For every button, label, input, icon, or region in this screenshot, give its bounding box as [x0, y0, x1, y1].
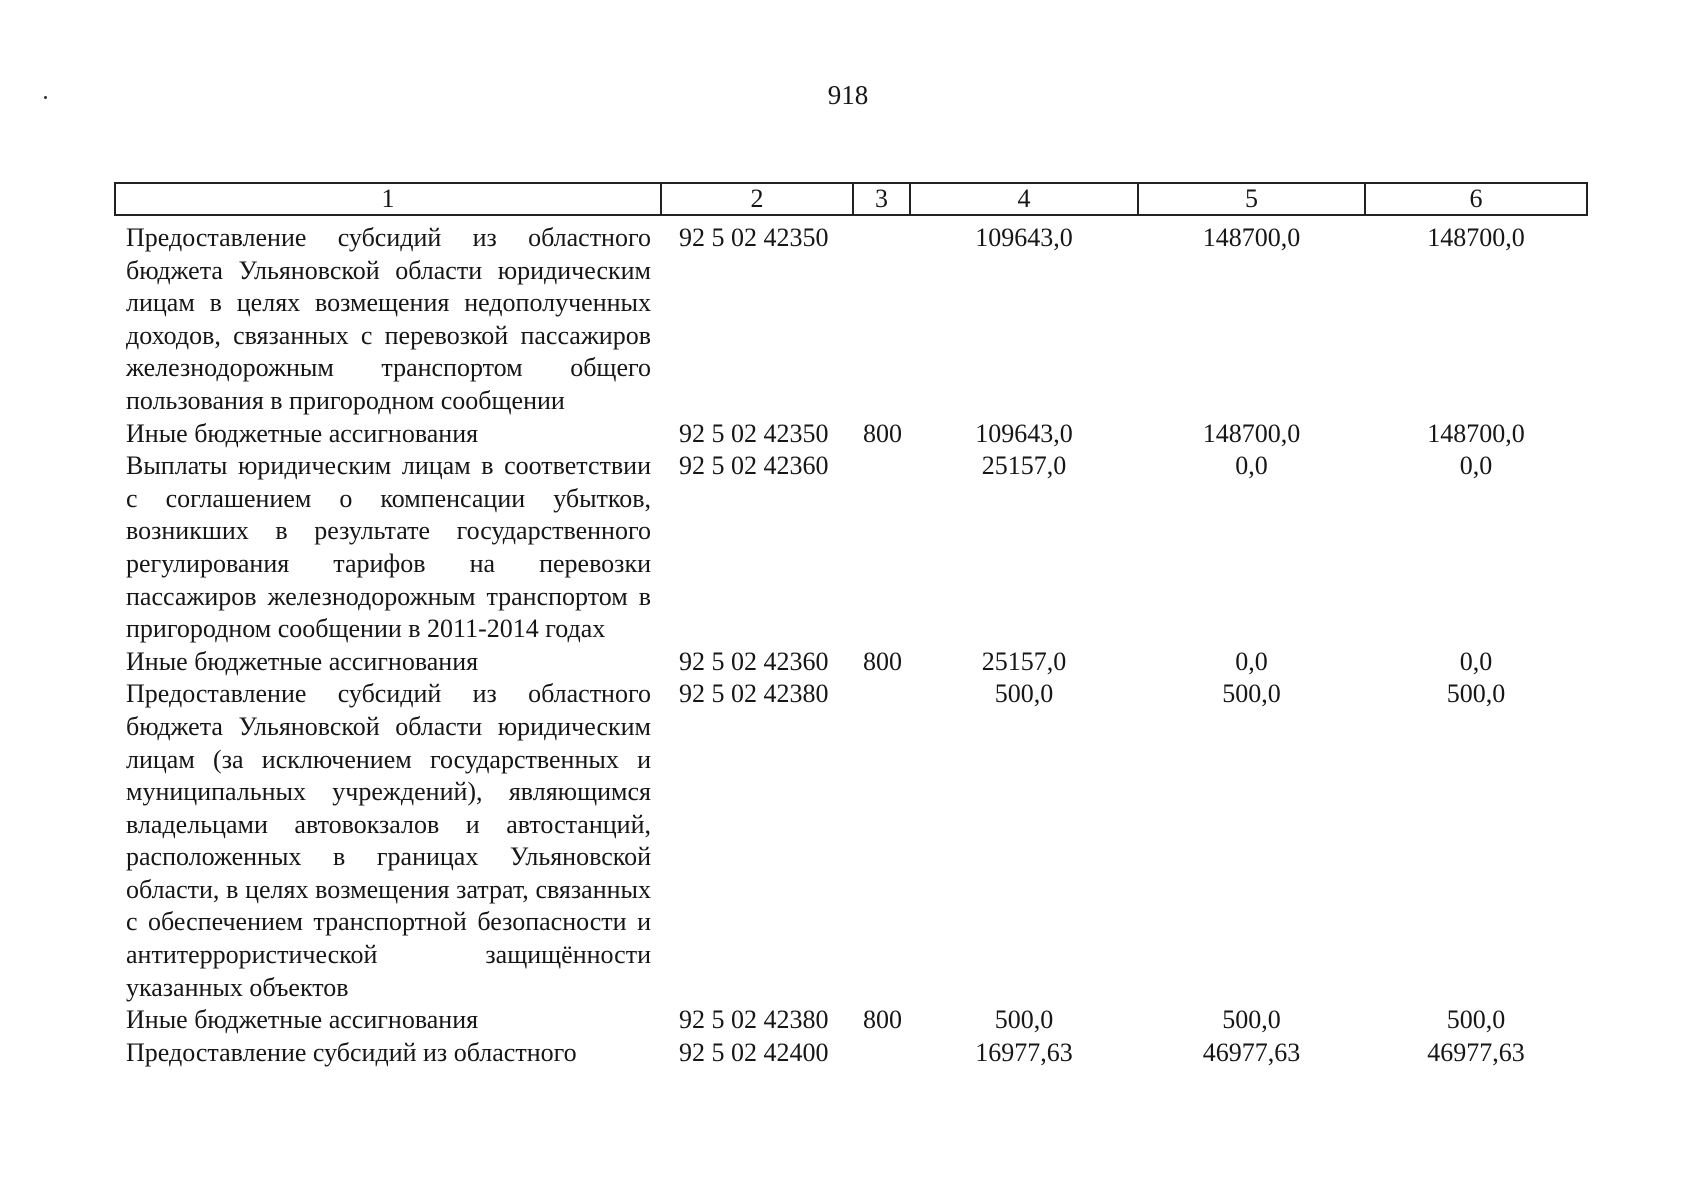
table-row — [115, 1004, 1587, 1037]
row-amount-4: 109643,0 — [975, 418, 1073, 448]
page-number: 918 — [827, 80, 869, 110]
row-amount-6: 148700,0 — [1427, 223, 1525, 252]
row-expense-type — [853, 1037, 910, 1070]
table-header — [115, 183, 1587, 215]
row-amount-5: 500,0 — [1222, 1005, 1281, 1035]
row-description: Иные бюджетные ассигнования — [126, 646, 479, 676]
row-expense-type — [853, 215, 910, 418]
header-row — [115, 183, 1587, 215]
row-amount-5: 46977,63 — [1202, 1037, 1301, 1067]
row-amount-6: 0,0 — [1459, 451, 1493, 481]
row-amount-6: 0,0 — [1459, 646, 1493, 676]
row-amount-4: 500,0 — [994, 679, 1054, 709]
column-header-3: 3 — [853, 183, 910, 215]
row-code: 92 5 02 42350 — [679, 418, 829, 448]
table-row — [115, 646, 1587, 679]
scan-speck — [44, 96, 47, 99]
row-expense-type: 800 — [863, 1005, 902, 1035]
table-row — [115, 1037, 1587, 1070]
row-code: 92 5 02 42360 — [679, 646, 829, 676]
row-description: Иные бюджетные ассигнования — [126, 1005, 479, 1035]
row-amount-4: 16977,63 — [975, 1037, 1073, 1067]
row-amount-5: 500,0 — [1222, 679, 1281, 709]
row-amount-5: 148700,0 — [1202, 223, 1301, 252]
table-row — [115, 215, 1587, 418]
row-amount-4: 25157,0 — [981, 646, 1067, 676]
row-expense-type: 800 — [863, 418, 902, 448]
row-description: Предоставление субсидий из областного бюджета Ульяновской области юридическим лицам в целях возмещения недополученных доходов, связанных с перевозкой пассажиров железнодорожным транспортом общего пользования в пригородном сообщении — [126, 223, 651, 415]
row-amount-6: 46977,63 — [1427, 1037, 1525, 1067]
table-row — [115, 678, 1587, 1004]
row-expense-type — [853, 678, 910, 1004]
column-header-6: 6 — [1365, 183, 1587, 215]
row-amount-6: 148700,0 — [1427, 418, 1525, 448]
row-amount-5: 0,0 — [1235, 451, 1268, 481]
row-amount-6: 500,0 — [1446, 1005, 1506, 1035]
row-description: Предоставление субсидий из областного бюджета Ульяновской области юридическим лицам (за исключением государственных и муниципальных учреждений), являющимся владельцами автовокзалов и автостанций, расположенных в границах Ульяновской области, в целях возмещения затрат, связанных с обеспечением транспортной безопасности и антитеррористической защищённости указанных объектов — [126, 679, 651, 1002]
row-amount-5: 0,0 — [1235, 646, 1268, 676]
row-amount-4: 500,0 — [994, 1005, 1054, 1035]
row-description: Выплаты юридическим лицам в соответствии с соглашением о компенсации убытков, возникших в результате государственного регулирования тарифов на перевозки пассажиров железнодорожным транспортом в пригородном сообщении в 2011-2014 годах — [126, 451, 651, 644]
row-amount-4: 25157,0 — [981, 451, 1067, 481]
table-row — [115, 418, 1587, 451]
row-description: Иные бюджетные ассигнования — [126, 418, 479, 448]
table-row — [115, 450, 1587, 646]
row-amount-6: 500,0 — [1446, 679, 1506, 709]
budget-table — [114, 182, 1588, 1069]
row-description: Предоставление субсидий из областного — [126, 1037, 577, 1067]
row-expense-type — [853, 450, 910, 646]
row-code: 92 5 02 42400 — [679, 1037, 829, 1067]
table-body — [115, 215, 1587, 1069]
row-code: 92 5 02 42350 — [679, 223, 829, 252]
row-code: 92 5 02 42380 — [679, 679, 829, 709]
column-header-1: 1 — [115, 183, 661, 215]
column-header-2: 2 — [661, 183, 853, 215]
column-header-4: 4 — [910, 183, 1138, 215]
column-header-5: 5 — [1138, 183, 1365, 215]
row-code: 92 5 02 42380 — [679, 1005, 829, 1035]
row-amount-5: 148700,0 — [1202, 418, 1301, 448]
row-expense-type: 800 — [863, 646, 902, 676]
row-amount-4: 109643,0 — [975, 223, 1073, 252]
row-code: 92 5 02 42360 — [679, 451, 829, 481]
